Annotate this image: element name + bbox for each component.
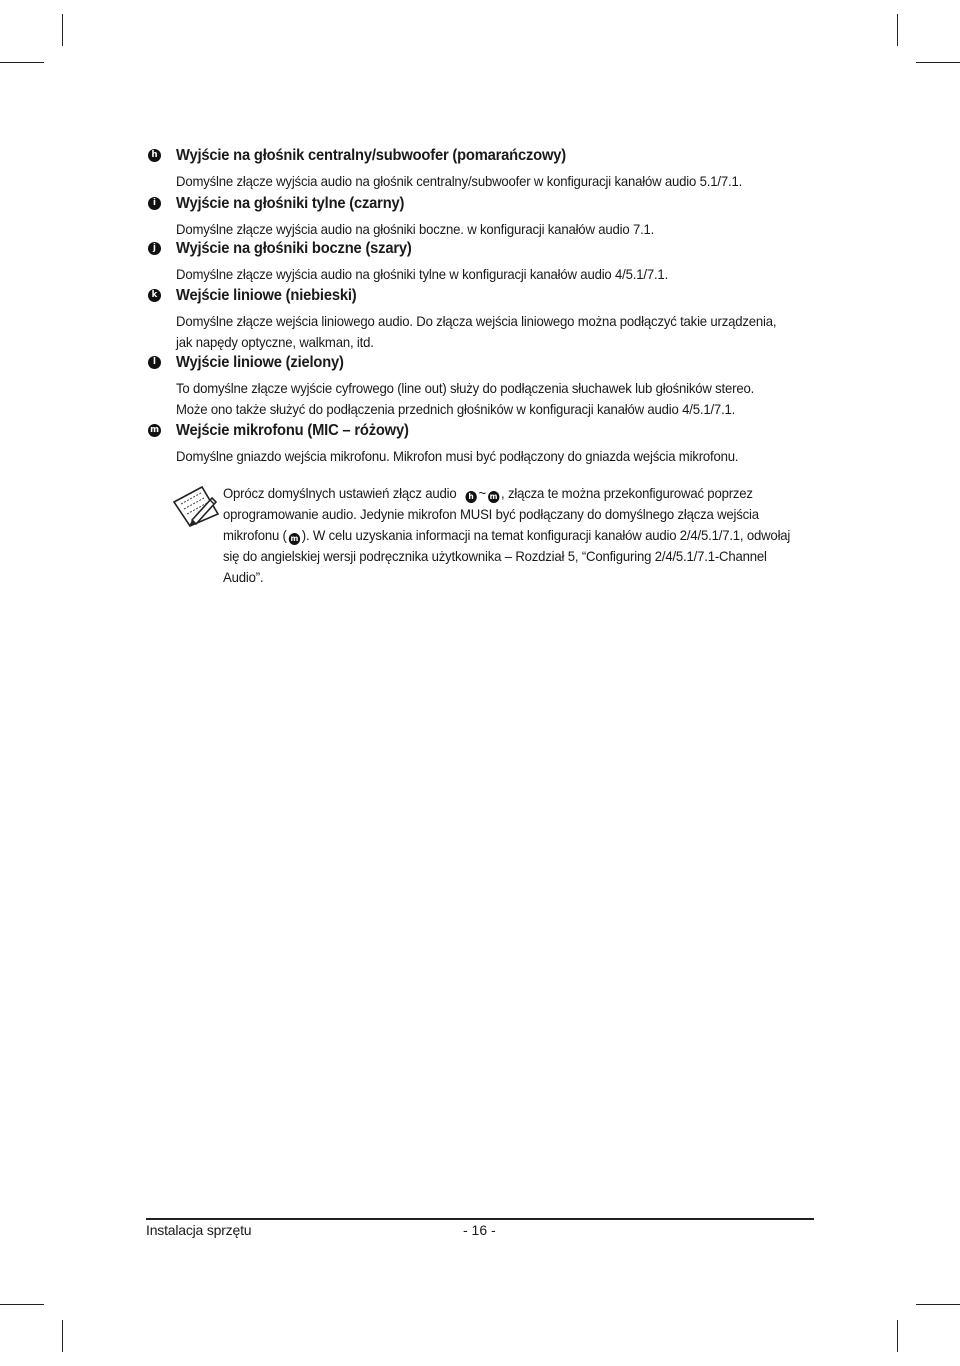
marker-h-icon: h (465, 491, 476, 503)
crop-mark-bottom-left-v (62, 1320, 63, 1352)
range-tilde: ~ (478, 485, 486, 501)
footer-rule (146, 1218, 814, 1220)
entry-title: Wyjście na głośnik centralny/subwoofer (pomarańczowy) (176, 147, 566, 164)
note-text-part1: Oprócz domyślnych ustawień złącz audio (223, 485, 457, 501)
entry-title: Wyjście na głośniki boczne (szary) (176, 240, 412, 257)
entry-desc: Domyślne złącze wyjścia audio na głośnik centralny/subwoofer w konfiguracji kanałów audio 5.1/7.1. (176, 173, 743, 189)
entry-title: Wyjście liniowe (zielony) (176, 354, 344, 371)
marker-k-icon: k (148, 289, 161, 302)
marker-l-icon: l (148, 356, 161, 369)
marker-m-icon: m (290, 534, 299, 543)
note-text-part3: ). W celu uzyskania informacji na temat konfiguracji kanałów audio 2/4/5.1/7.1, odwołaj się do angielskiej wersji podręcznika użytkownika – Rozdział 5, “Configuring 2/4/5.1/7.1-Channel Audio”. (223, 527, 791, 585)
crop-mark-bottom-left-h (0, 1304, 44, 1305)
crop-mark-top-right-v (897, 14, 898, 46)
pencil-note-icon (172, 484, 220, 528)
marker-i-icon: i (148, 197, 161, 210)
entry-title: Wejście mikrofonu (MIC – różowy) (176, 422, 409, 439)
entry-desc: To domyślne złącze wyjście cyfrowego (line out) służy do podłączenia słuchawek lub głośników stereo. Może ono także służyć do podłączenia przednich głośników w konfiguracji kanałów audio 4/5.1/7.1. (176, 380, 755, 417)
crop-mark-top-left-v (62, 14, 63, 46)
entry-desc: Domyślne złącze wejścia liniowego audio. Do złącza wejścia liniowego można podłączyć takie urządzenia, jak napędy optyczne, walkman, itd. (176, 313, 777, 350)
page-number: - 16 - (463, 1222, 496, 1238)
crop-mark-bottom-right-h (916, 1304, 960, 1305)
entry-title: Wejście liniowe (niebieski) (176, 287, 357, 304)
crop-mark-top-left-h (0, 62, 44, 63)
marker-h-icon: h (148, 149, 161, 162)
entry-desc: Domyślne złącze wyjścia audio na głośniki boczne. w konfiguracji kanałów audio 7.1. (176, 221, 655, 237)
entry-title: Wyjście na głośniki tylne (czarny) (176, 195, 405, 212)
crop-mark-bottom-right-v (897, 1320, 898, 1352)
crop-mark-top-right-h (916, 62, 960, 63)
marker-m-icon: m (489, 492, 498, 501)
footer-section-title: Instalacja sprzętu (146, 1222, 252, 1238)
note-text-part2: , złącza te można przekonfigurować poprzez oprogramowanie audio. Jedynie mikrofon MUSI być podłączany do domyślnego złącza wejścia mikrofonu ( (223, 485, 759, 543)
marker-j-icon: j (148, 242, 161, 255)
entry-desc: Domyślne złącze wyjścia audio na głośniki tylne w konfiguracji kanałów audio 4/5.1/7.1. (176, 266, 669, 282)
entry-desc: Domyślne gniazdo wejścia mikrofonu. Mikrofon musi być podłączony do gniazda wejścia mikrofonu. (176, 448, 739, 464)
note-text (223, 483, 796, 588)
marker-m-icon: m (148, 424, 161, 437)
